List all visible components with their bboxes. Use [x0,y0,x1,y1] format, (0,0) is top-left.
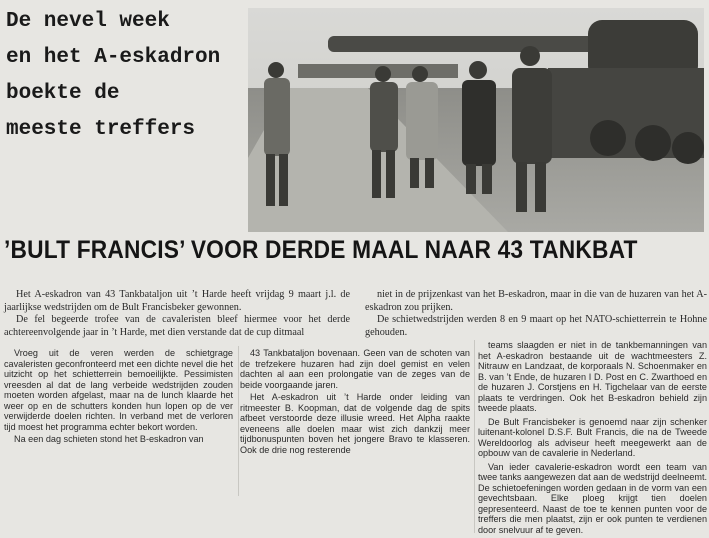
column-divider [238,346,239,496]
column-divider [474,340,475,533]
body-paragraph: Van ieder cavalerie-eskadron wordt een team van twee tanks aangewezen dat aan de wedstrijd deelneemt. De schietoefeningen worden gedaan in de vorm van een gevechtsbaan. Elke ploeg krijgt tien doelen gepresenteerd. Naast de toe te kennen punten voor de treffers die men plaatst, zijn er ook punten te verdienen door snelvuur af te geven. [478,461,708,535]
body-paragraph: Na een dag schieten stond het B-eskadron van [14,434,204,444]
kicker-headline [6,4,242,148]
lead-paragraph: Het A-eskadron van 43 Tankbataljon uit ’t Harde heeft vrijdag 9 maart j.l. de jaarlijkse wedstrijden om de Bult Francisbeker gewonnen. [4,289,350,313]
body-column-1 [4,348,233,447]
body-paragraph: Het A-eskadron uit ’t Harde onder leiding van ritmeester B. Koopman, dat de volgende dag de spits afbeet verstoorde deze illusie wreed. Het Alpha raakte eveneens alle doelen maar wist zich dankzij meer tijdbonuspunten boven het jongere Bravo te klasseren. Ook de drie nog resterende [240,392,470,455]
body-paragraph: Vroeg uit de veren werden de schietgrage cavaleristen geconfronteerd met een dichte nevel die het uitzicht op het schietterrein bemoeilijkte. Pessimisten vreesden al dat de lang verbeide wedstrijden zouden moeten worden afgelast, maar na de lunch klaarde het weer op en de schutters konden hun lopen op de ver verwijderde doelen richten. In verband met de verloren tijd moest het programma echter bekort worden. [4,348,233,432]
lead-paragraph-right [365,289,707,339]
body-paragraph: 43 Tankbataljon bovenaan. Geen van de schoten van de trefzekere huzaren had zijn doel gemist en velen dachten al aan een prolongatie van de zeges van de beide voorgaande jaren. [240,348,470,390]
article-headline: ’BULT FRANCIS’ VOOR DERDE MAAL NAAR 43 TANKBAT [4,236,638,264]
kicker-line: boekte de [6,82,120,105]
body-paragraph: De Bult Francisbeker is genoemd naar zijn schenker luitenant-kolonel D.S.F. Bult Francis, die na de Tweede Wereldoorlog als adviseur heeft meegewerkt aan de opbouw van de cavalerie in Nederland. [478,416,707,458]
lead-paragraph: niet in de prijzenkast van het B-eskadron, maar in die van de huzaren van het A-eskadron zou prijken. [365,289,707,313]
lead-paragraph-left [4,289,350,339]
lead-paragraph: De fel begeerde trofee van de cavaleristen bleef hiermee voor het derde achtereenvolgende jaar in ’t Harde, met dien verstande dat de cup ditmaal [4,314,350,338]
body-column-2 [240,348,470,457]
body-column-3 [478,340,707,538]
tank-crew-photo [248,8,704,232]
kicker-line: meeste treffers [6,118,196,141]
kicker-line: en het A-eskadron [6,46,221,69]
kicker-line: De nevel week [6,10,170,33]
body-paragraph: teams slaagden er niet in de tankbemanningen van het A-eskadron bestaande uit de wachtmeesters Z. Nitrauw en Landzaat, de korporaals N. Schoenmaker en B. van ’t Ende, de huzaren I D. Post en C. Zwarthoed en de huzaren J. Corstjens en H. Tigchelaar van de eerste plaats te verdringen. Ook het B-eskadron behield zijn tweede plaats. [478,340,707,413]
lead-paragraph: De schietwedstrijden werden 8 en 9 maart op het NATO-schietterrein te Hohne gehouden. [365,314,707,338]
